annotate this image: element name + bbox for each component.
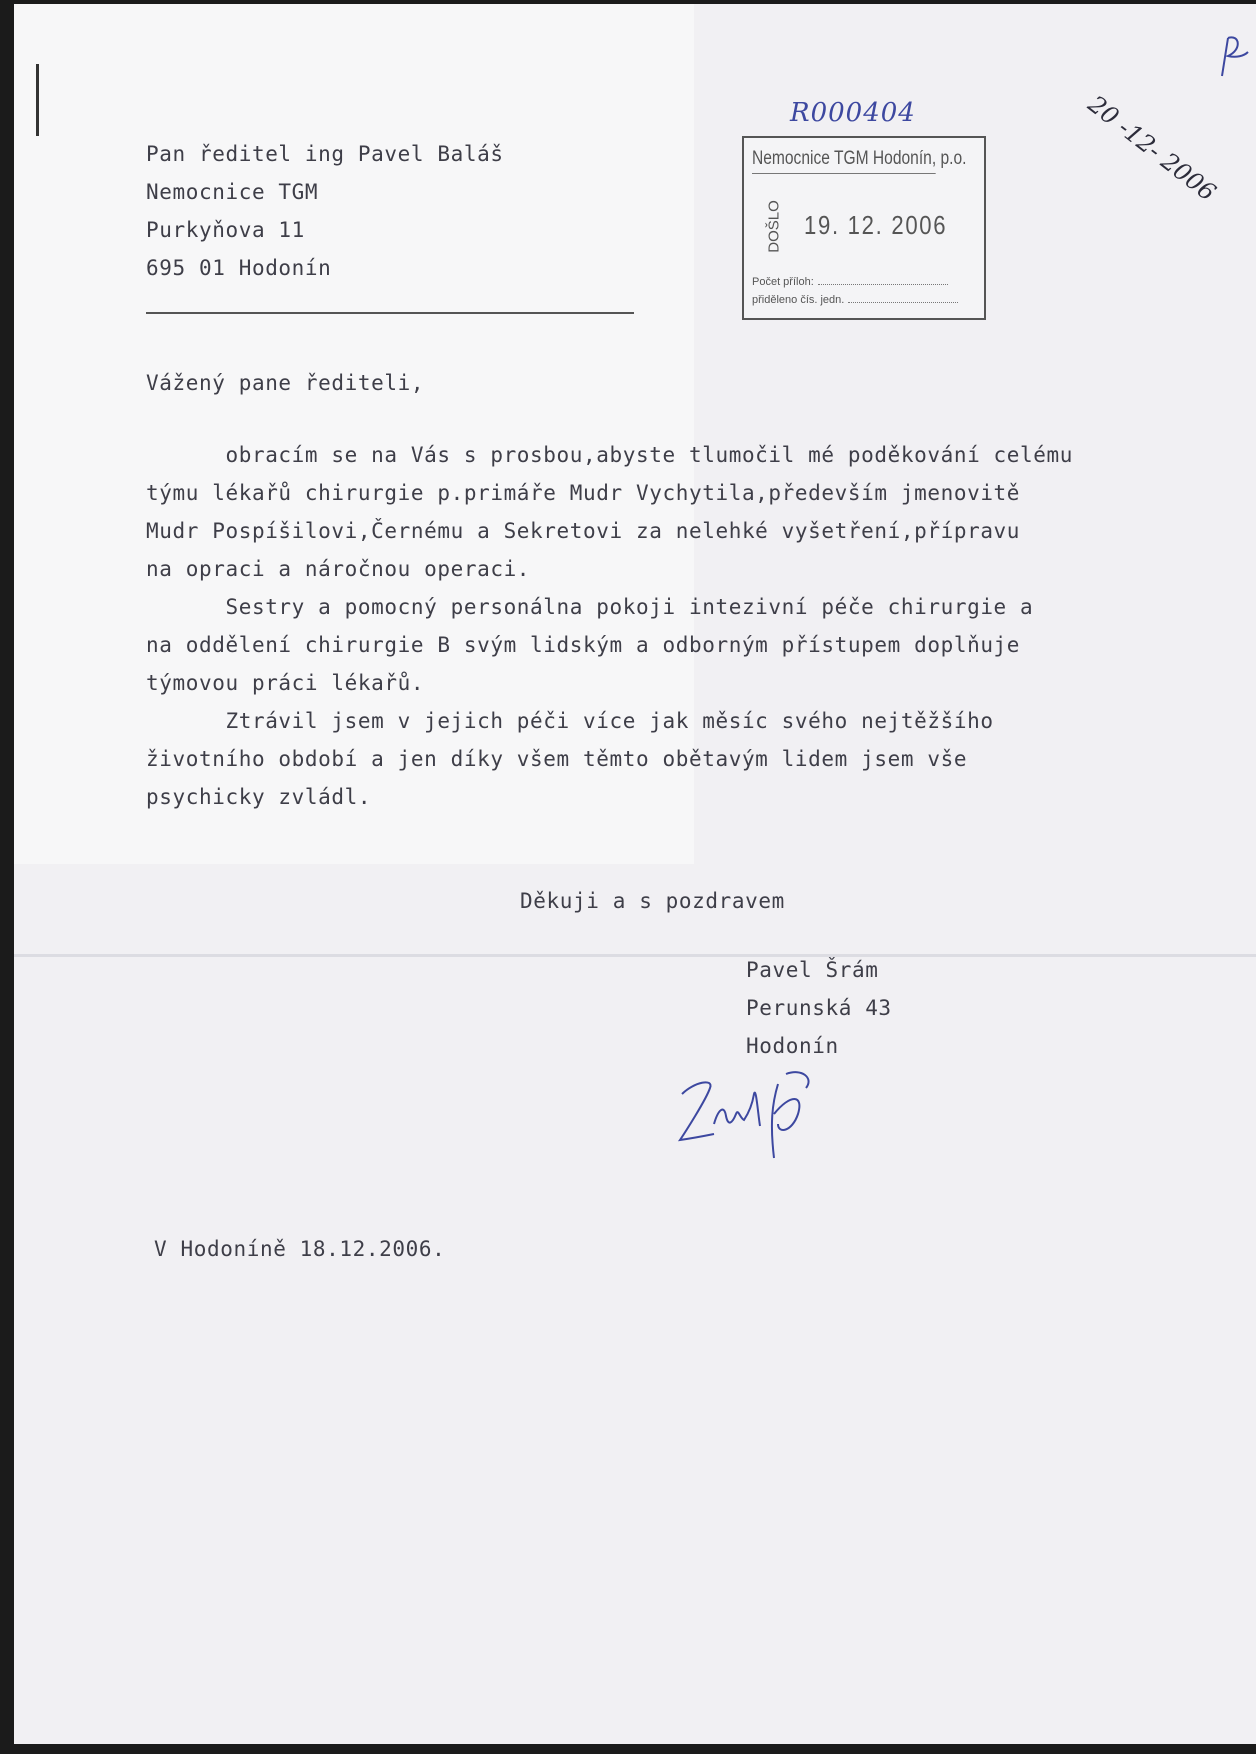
salutation: Vážený pane řediteli,	[146, 371, 425, 395]
address-divider	[146, 312, 634, 314]
place-and-date: V Hodoníně 18.12.2006.	[154, 1237, 446, 1261]
stamp-assigned-label: přiděleno čís. jedn.	[752, 294, 845, 306]
stamp-assigned-row	[752, 294, 958, 306]
paper-fold	[14, 954, 1256, 957]
paragraph-1: obracím se na Vás s prosbou,abyste tlumočil mé poděkování celému týmu lékařů chirurgie p.primáře Mudr Vychytila,především jmenovitě Mudr Pospíšilovi,Černému a Sekretovi za nelehké vyšetření,přípravu na opraci a náročnou operaci.	[146, 443, 1074, 581]
stamp-attachments-label: Počet příloh:	[752, 276, 814, 288]
recipient-line-2: Nemocnice TGM	[146, 180, 319, 204]
signature	[674, 1054, 844, 1164]
recipient-line-4: 695 01 Hodonín	[146, 256, 332, 280]
paragraph-2: Sestry a pomocný personálna pokoji intezivní péče chirurgie a na oddělení chirurgie B svým lidským a odborným přístupem doplňuje týmovou práci lékařů.	[146, 595, 1034, 695]
stamp-attachments-row	[752, 276, 948, 288]
stamp-date: 19. 12. 2006	[804, 210, 948, 240]
sender-line-3: Hodonín	[746, 1034, 839, 1058]
recipient-line-1: Pan ředitel ing Pavel Baláš	[146, 142, 504, 166]
reference-number: R000404	[790, 98, 916, 128]
handwritten-received-date: 20 -12- 2006	[1082, 90, 1222, 207]
paragraph-3: Ztrávil jsem v jejich péči více jak měsíc svého nejtěžšího životního období a jen díky všem těmto obětavým lidem jsem vše psychicky zvládl.	[146, 709, 994, 809]
sender-line-1: Pavel Šrám	[746, 958, 879, 982]
received-stamp	[742, 136, 986, 320]
margin-mark	[36, 64, 39, 136]
letter-sheet	[14, 4, 1256, 1744]
initials-mark	[1210, 32, 1250, 80]
recipient-line-3: Purkyňova 11	[146, 218, 305, 242]
sender-line-2: Perunská 43	[746, 996, 892, 1020]
stamp-received-label: DOŠLO	[765, 200, 783, 253]
stamp-organization: Nemocnice TGM Hodonín, p.o.	[752, 148, 936, 174]
closing: Děkuji a s pozdravem	[520, 889, 785, 913]
